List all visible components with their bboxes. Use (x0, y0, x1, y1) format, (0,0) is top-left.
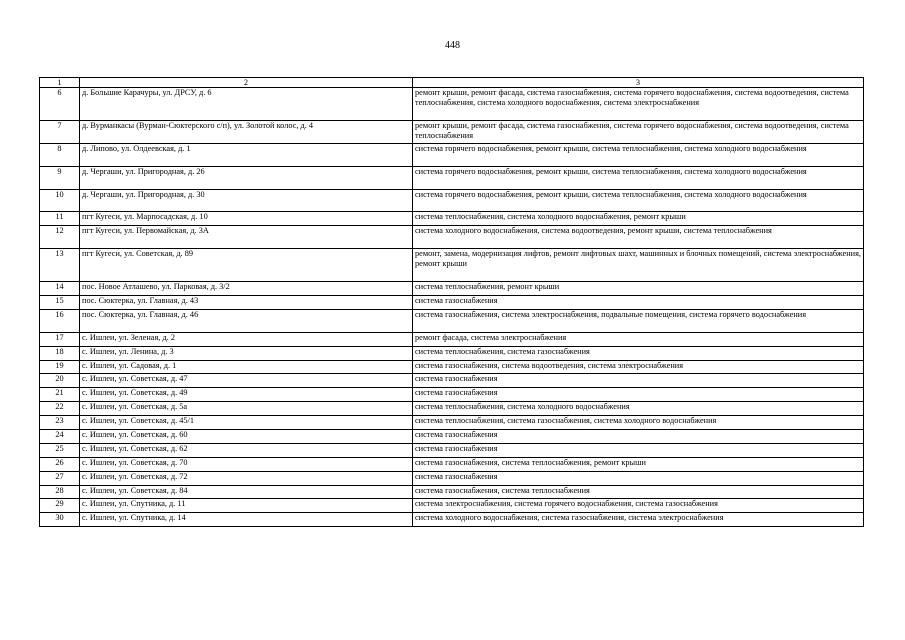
row-number: 22 (40, 402, 80, 416)
row-works: система газоснабжения (413, 443, 864, 457)
row-works: ремонт фасада, система электроснабжения (413, 332, 864, 346)
table-body (40, 88, 864, 527)
table-row (40, 296, 864, 310)
row-works: ремонт, замена, модернизация лифтов, ремонт лифтовых шахт, машинных и блочных помещений, система электроснабжения, ремонт крыши (413, 249, 864, 282)
table-row (40, 388, 864, 402)
column-header-address: 2 (80, 78, 413, 88)
row-number: 10 (40, 189, 80, 212)
row-number: 27 (40, 471, 80, 485)
row-address: д. Чергаши, ул. Пригородная, д. 26 (80, 166, 413, 189)
row-number: 7 (40, 120, 80, 143)
row-number: 20 (40, 374, 80, 388)
table-row (40, 443, 864, 457)
row-works: система газоснабжения, система теплоснабжения, ремонт крыши (413, 457, 864, 471)
row-works: система газоснабжения (413, 430, 864, 444)
row-number: 13 (40, 249, 80, 282)
row-address: д. Чергаши, ул. Пригородная, д. 30 (80, 189, 413, 212)
row-number: 29 (40, 499, 80, 513)
row-number: 21 (40, 388, 80, 402)
table-row (40, 88, 864, 121)
row-number: 26 (40, 457, 80, 471)
row-works: ремонт крыши, ремонт фасада, система газоснабжения, система горячего водоснабжения, система водоотведения, система теплоснабжения (413, 120, 864, 143)
table-row (40, 332, 864, 346)
row-works: система теплоснабжения, ремонт крыши (413, 282, 864, 296)
row-works: система газоснабжения (413, 374, 864, 388)
row-address: пос. Сюктерка, ул. Главная, д. 46 (80, 309, 413, 332)
table-row (40, 402, 864, 416)
row-number: 28 (40, 485, 80, 499)
row-works: система теплоснабжения, система холодного водоснабжения, ремонт крыши (413, 212, 864, 226)
table-row (40, 282, 864, 296)
row-works: система газоснабжения, система водоотведения, система электроснабжения (413, 360, 864, 374)
row-works: система теплоснабжения, система газоснабжения, система холодного водоснабжения (413, 416, 864, 430)
column-header-works: 3 (413, 78, 864, 88)
row-works: ремонт крыши, ремонт фасада, система газоснабжения, система горячего водоснабжения, система водоотведения, система теплоснабжения, система холодного водоснабжения, система электроснабжения (413, 88, 864, 121)
row-number: 19 (40, 360, 80, 374)
row-address: с. Ишлеи, ул. Советская, д. 72 (80, 471, 413, 485)
row-address: д. Вурманкасы (Вурман-Сюктерского с/п), ул. Золотой колос, д. 4 (80, 120, 413, 143)
row-address: с. Ишлеи, ул. Советская, д. 84 (80, 485, 413, 499)
housing-repair-table (39, 77, 864, 527)
row-number: 30 (40, 513, 80, 527)
row-number: 11 (40, 212, 80, 226)
row-number: 8 (40, 143, 80, 166)
row-number: 23 (40, 416, 80, 430)
row-address: с. Ишлеи, ул. Ленина, д. 3 (80, 346, 413, 360)
row-works: система теплоснабжения, система холодного водоснабжения (413, 402, 864, 416)
row-works: система горячего водоснабжения, ремонт крыши, система теплоснабжения, система холодного водоснабжения (413, 189, 864, 212)
row-address: с. Ишлеи, ул. Советская, д. 5а (80, 402, 413, 416)
row-works: система газоснабжения, система электроснабжения, подвальные помещения, система горячего водоснабжения (413, 309, 864, 332)
table-row (40, 374, 864, 388)
table-row (40, 143, 864, 166)
row-number: 6 (40, 88, 80, 121)
row-works: система горячего водоснабжения, ремонт крыши, система теплоснабжения, система холодного водоснабжения (413, 166, 864, 189)
row-works: система холодного водоснабжения, система водоотведения, ремонт крыши, система теплоснабжения (413, 226, 864, 249)
table-row (40, 166, 864, 189)
table-row (40, 457, 864, 471)
row-works: система горячего водоснабжения, ремонт крыши, система теплоснабжения, система холодного водоснабжения (413, 143, 864, 166)
table-row (40, 471, 864, 485)
row-number: 25 (40, 443, 80, 457)
row-address: с. Ишлеи, ул. Советская, д. 47 (80, 374, 413, 388)
row-address: с. Ишлеи, ул. Советская, д. 62 (80, 443, 413, 457)
table-row (40, 430, 864, 444)
table-row (40, 499, 864, 513)
row-works: система теплоснабжения, система газоснабжения (413, 346, 864, 360)
table-row (40, 416, 864, 430)
row-works: система газоснабжения (413, 471, 864, 485)
table-row (40, 189, 864, 212)
column-header-number: 1 (40, 78, 80, 88)
row-works: система газоснабжения (413, 388, 864, 402)
table-row (40, 346, 864, 360)
row-address: с. Ишлеи, ул. Спутника, д. 14 (80, 513, 413, 527)
table-header-row (40, 78, 864, 88)
row-address: с. Ишлеи, ул. Спутника, д. 11 (80, 499, 413, 513)
row-works: система газоснабжения (413, 296, 864, 310)
row-number: 12 (40, 226, 80, 249)
row-number: 17 (40, 332, 80, 346)
table-row (40, 120, 864, 143)
row-address: д. Липово, ул. Олдеевская, д. 1 (80, 143, 413, 166)
row-address: пос. Новое Атлашево, ул. Парковая, д. 3/2 (80, 282, 413, 296)
table-row (40, 249, 864, 282)
row-address: пгт Кугеси, ул. Марпосадская, д. 10 (80, 212, 413, 226)
row-address: пгт Кугеси, ул. Первомайская, д. 3А (80, 226, 413, 249)
table-row (40, 212, 864, 226)
row-number: 18 (40, 346, 80, 360)
row-address: с. Ишлеи, ул. Советская, д. 45/1 (80, 416, 413, 430)
row-number: 24 (40, 430, 80, 444)
row-works: система газоснабжения, система теплоснабжения (413, 485, 864, 499)
row-address: с. Ишлеи, ул. Зеленая, д. 2 (80, 332, 413, 346)
row-address: с. Ишлеи, ул. Советская, д. 60 (80, 430, 413, 444)
row-number: 15 (40, 296, 80, 310)
row-address: с. Ишлеи, ул. Советская, д. 70 (80, 457, 413, 471)
row-address: с. Ишлеи, ул. Советская, д. 49 (80, 388, 413, 402)
table-row (40, 485, 864, 499)
row-number: 16 (40, 309, 80, 332)
row-address: пгт Кугеси, ул. Советская, д. 89 (80, 249, 413, 282)
row-works: система холодного водоснабжения, система газоснабжения, система электроснабжения (413, 513, 864, 527)
page-number: 448 (445, 40, 460, 51)
table-row (40, 360, 864, 374)
row-address: с. Ишлеи, ул. Садовая, д. 1 (80, 360, 413, 374)
table-row (40, 309, 864, 332)
row-address: пос. Сюктерка, ул. Главная, д. 43 (80, 296, 413, 310)
row-address: д. Большие Карачуры, ул. ДРСУ, д. 6 (80, 88, 413, 121)
table-row (40, 226, 864, 249)
row-number: 9 (40, 166, 80, 189)
table-row (40, 513, 864, 527)
row-works: система электроснабжения, система горячего водоснабжения, система газоснабжения (413, 499, 864, 513)
row-number: 14 (40, 282, 80, 296)
